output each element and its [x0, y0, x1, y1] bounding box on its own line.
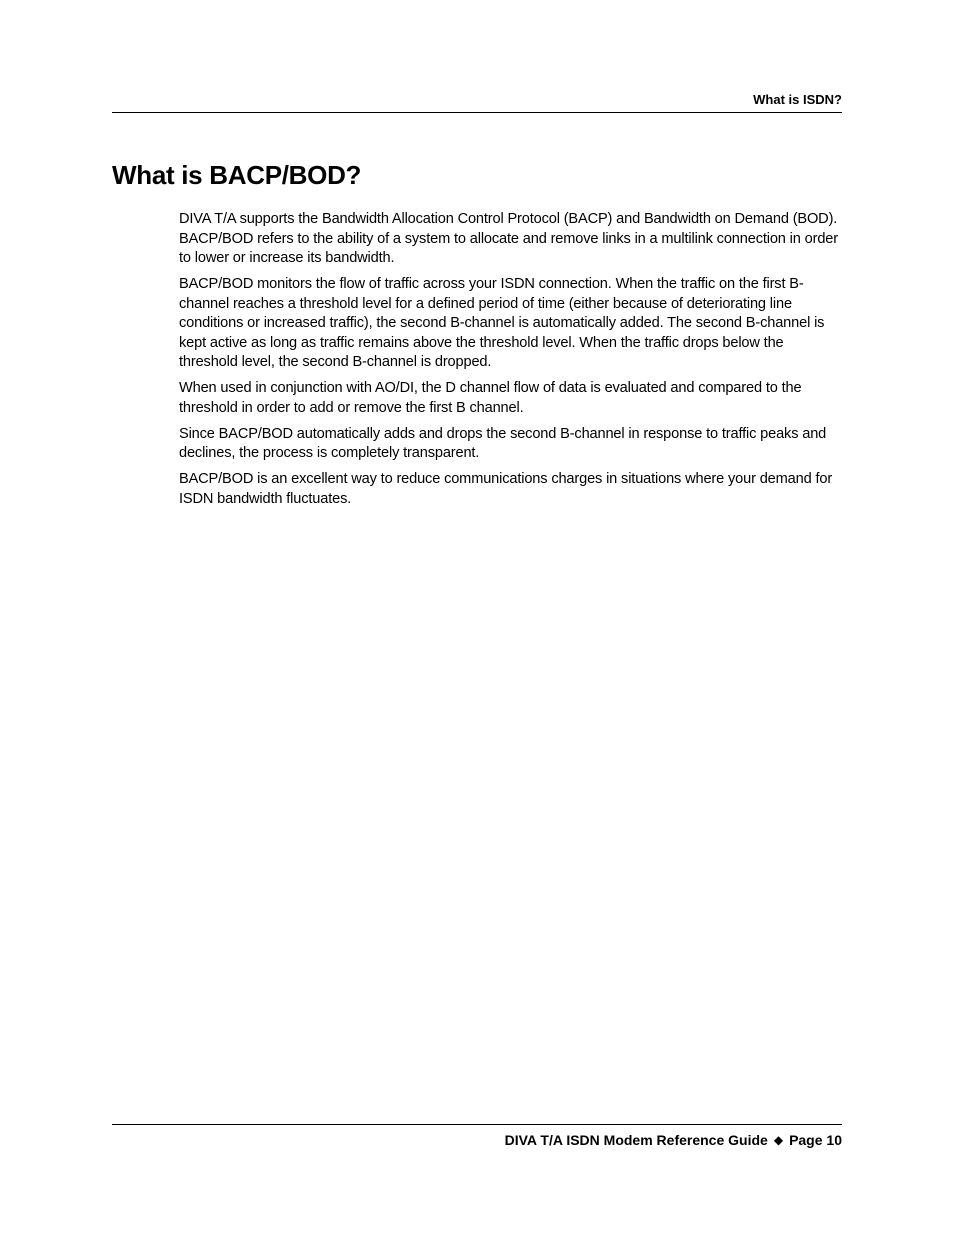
paragraph: When used in conjunction with AO/DI, the D channel flow of data is evaluated and compared to the threshold in order to add or remove the first B channel. [179, 380, 802, 416]
page-footer [505, 1132, 842, 1148]
paragraph: BACP/BOD monitors the flow of traffic across your ISDN connection. When the traffic on the first B-channel reaches a threshold level for a defined period of time (either because of deteriorating line conditions or increased traffic), the second B-channel is automatically added. The second B-channel is kept active as long as traffic remains above the threshold level. When the traffic drops below the threshold level, the second B-channel is dropped. [179, 276, 825, 370]
footer-guide-title: DIVA T/A ISDN Modem Reference Guide [504, 1132, 768, 1148]
paragraph: BACP/BOD is an excellent way to reduce communications charges in situations where your demand for ISDN bandwidth fluctuates. [179, 471, 833, 507]
header-rule [112, 112, 842, 113]
body-text [179, 210, 842, 516]
running-header: What is ISDN? [753, 92, 842, 107]
page-number: Page 10 [789, 1132, 842, 1148]
page-title: What is BACP/BOD? [112, 160, 362, 190]
footer-rule [112, 1124, 842, 1125]
paragraph: Since BACP/BOD automatically adds and drops the second B-channel in response to traffic peaks and declines, the process is completely transparent. [179, 425, 827, 461]
paragraph: DIVA T/A supports the Bandwidth Allocation Control Protocol (BACP) and Bandwidth on Demand (BOD). BACP/BOD refers to the ability of a system to allocate and remove links in a multilink connection in order to lower or increase its bandwidth. [179, 211, 838, 266]
diamond-separator-icon: ◆ [773, 1133, 784, 1147]
